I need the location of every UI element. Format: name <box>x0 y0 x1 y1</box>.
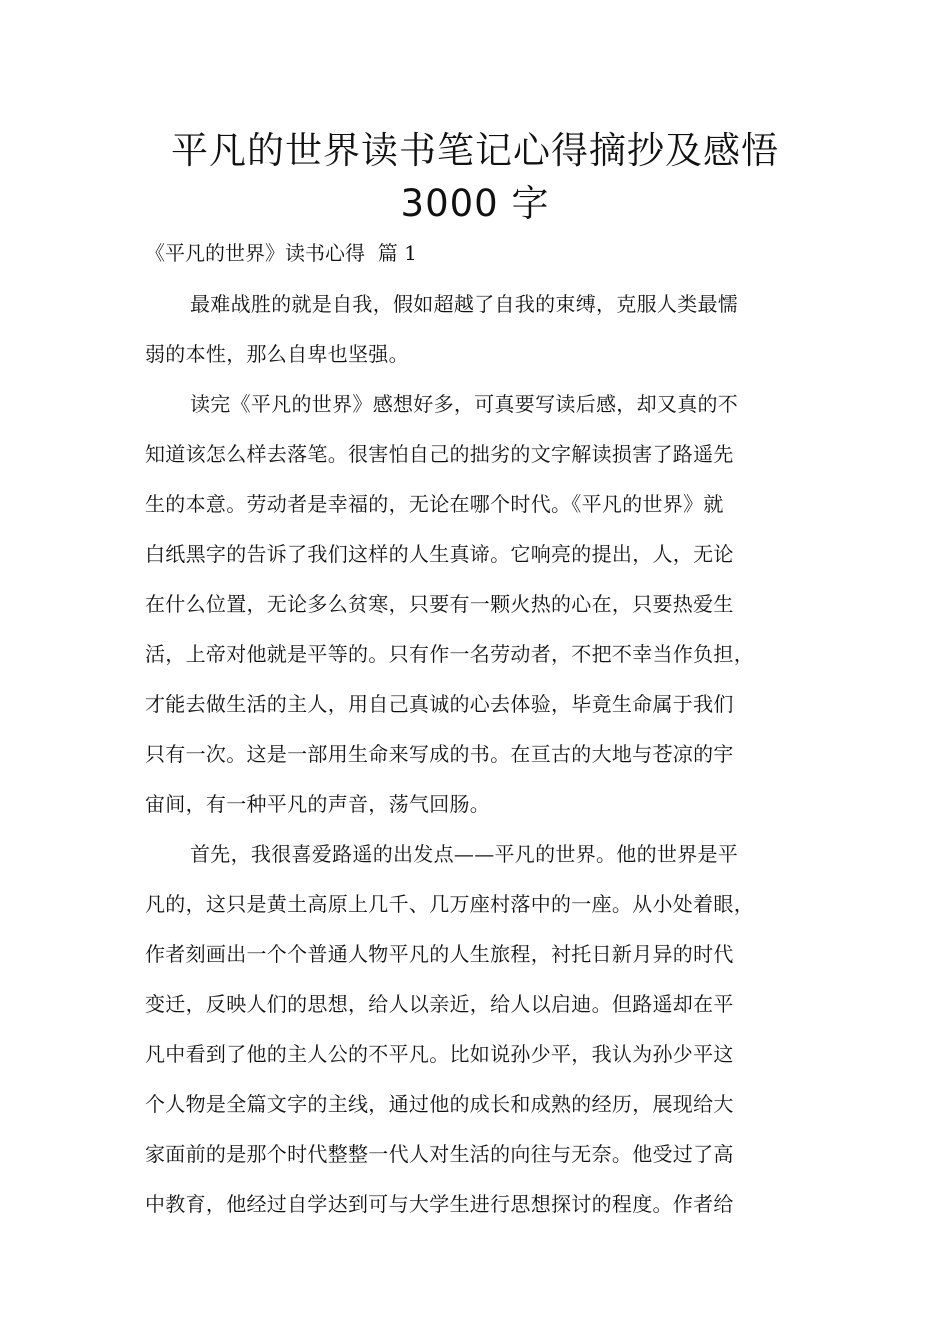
paragraph-line: 个人物是全篇文字的主线，通过他的成长和成熟的经历，展现给大 <box>145 1092 734 1116</box>
paragraph-line: 中教育，他经过自学达到可与大学生进行思想探讨的程度。作者给 <box>145 1192 734 1216</box>
paragraph-line: 只有一次。这是一部用生命来写成的书。在亘古的大地与苍凉的宇 <box>145 742 734 766</box>
paragraph-line: 读完《平凡的世界》感想好多，可真要写读后感，却又真的不 <box>190 392 739 416</box>
document-title-line1: 平凡的世界读书笔记心得摘抄及感悟 <box>171 129 779 172</box>
paragraph-line: 作者刻画出一个个普通人物平凡的人生旅程，衬托日新月异的时代 <box>145 942 734 966</box>
paragraph-line: 白纸黑字的告诉了我们这样的人生真谛。它响亮的提出，人，无论 <box>145 542 734 566</box>
paragraph-line: 宙间，有一种平凡的声音，荡气回肠。 <box>145 792 491 816</box>
paragraph-line: 凡的，这只是黄土高原上几千、几万座村落中的一座。从小处着眼， <box>145 892 754 916</box>
paragraph-line: 最难战胜的就是自我，假如超越了自我的束缚，克服人类最懦 <box>190 292 739 316</box>
paragraph-line: 家面前的是那个时代整整一代人对生活的向往与无奈。他受过了高 <box>145 1142 734 1166</box>
paragraph-line: 生的本意。劳动者是幸福的，无论在哪个时代。《平凡的世界》就 <box>145 492 724 516</box>
paragraph-line: 知道该怎么样去落笔。很害怕自己的拙劣的文字解读损害了路遥先 <box>145 442 734 466</box>
paragraph-line: 才能去做生活的主人，用自己真诚的心去体验，毕竟生命属于我们 <box>145 692 734 716</box>
paragraph-line: 凡中看到了他的主人公的不平凡。比如说孙少平，我认为孙少平这 <box>145 1042 734 1066</box>
section-heading: 《平凡的世界》读书心得 篇 1 <box>145 241 417 265</box>
paragraph-line: 变迁，反映人们的思想，给人以亲近，给人以启迪。但路遥却在平 <box>145 992 734 1016</box>
paragraph-line: 在什么位置，无论多么贫寒，只要有一颗火热的心在，只要热爱生 <box>145 592 734 616</box>
paragraph-line: 活，上帝对他就是平等的。只有作一名劳动者，不把不幸当作负担， <box>145 642 754 666</box>
paragraph-line: 首先，我很喜爱路遥的出发点——平凡的世界。他的世界是平 <box>190 842 739 866</box>
paragraph-line: 弱的本性，那么自卑也坚强。 <box>145 342 409 366</box>
document-title-line2: 3000 字 <box>400 182 550 225</box>
